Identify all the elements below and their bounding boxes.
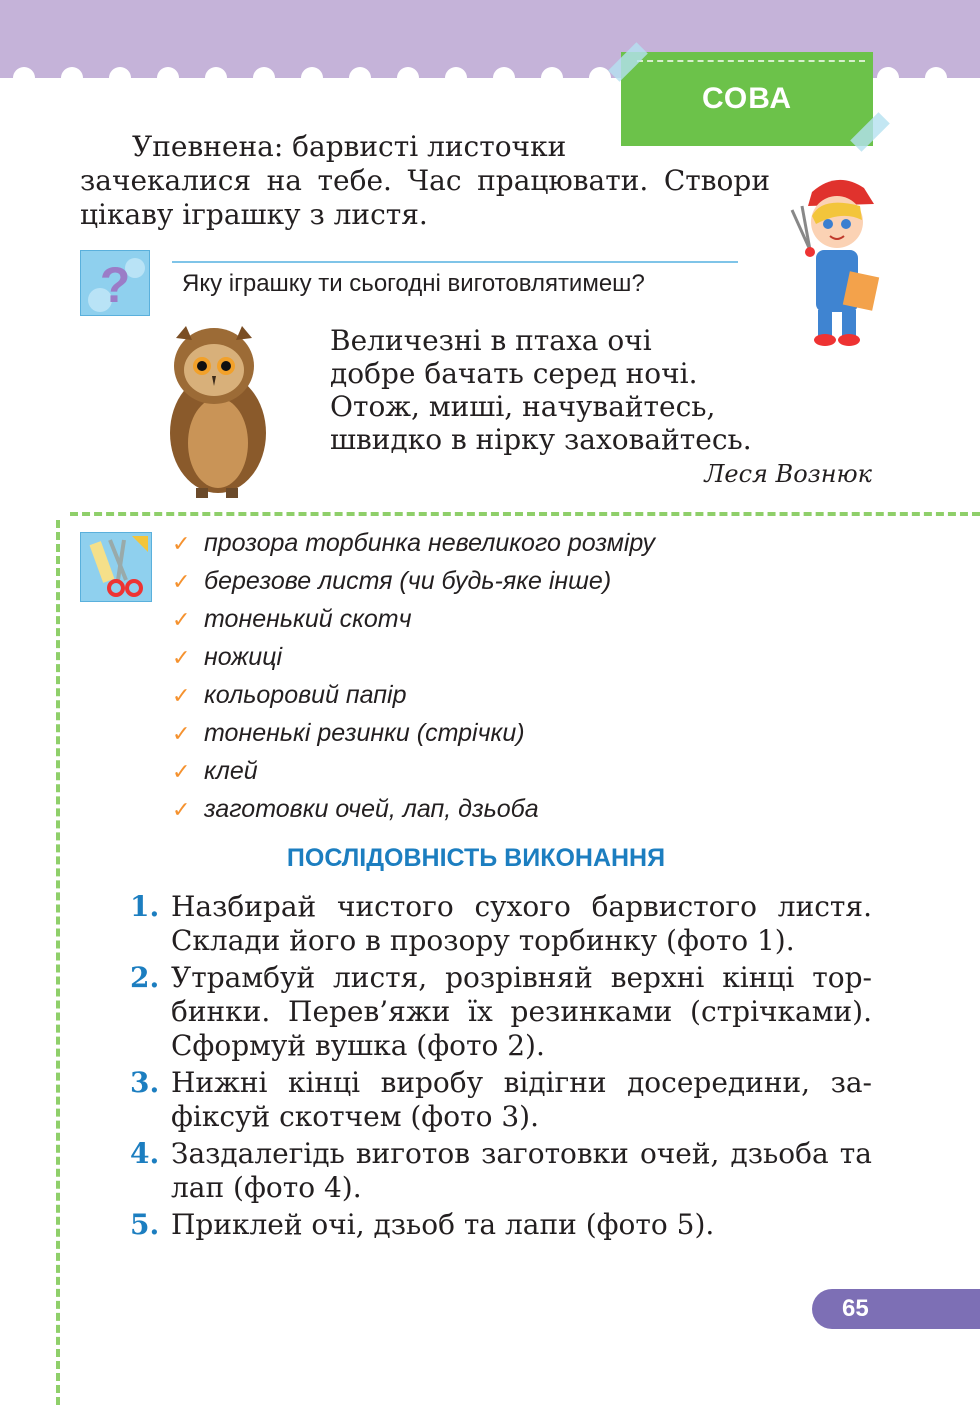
step-text: Приклей очі, дзьоб та лапи (фото 5). [171, 1208, 715, 1241]
material-label: тоненькі резинки (стрічки) [204, 719, 525, 747]
question-text: Яку іграшку ти сьогодні виготовлятимеш? [182, 270, 645, 297]
step-item [130, 1208, 872, 1242]
poem-line: швидко в нірку заховайтесь. [330, 423, 752, 456]
material-label: кольоровий папір [204, 681, 407, 709]
steps-list [130, 890, 872, 1245]
step-number: 5. [130, 1208, 160, 1241]
question-mark-icon [80, 250, 150, 316]
step-number: 4. [130, 1137, 160, 1170]
list-item [172, 714, 655, 752]
poem [330, 324, 752, 456]
step-text: Заздалегідь виготов заготовки очей, дзьоба та лап (фото 4). [171, 1137, 872, 1204]
check-icon: ✓ [172, 683, 191, 708]
material-label: ножиці [204, 643, 283, 671]
material-label: березове листя (чи будь-яке інше) [204, 567, 612, 595]
poem-line: Отож, миші, начувайтесь, [330, 390, 716, 423]
poem-line: добре бачать серед ночі. [330, 357, 698, 390]
intro-rest: зачекалися на тебе. Час працювати. Створи цікаву іграшку з листя. [80, 164, 770, 231]
step-item [130, 1137, 872, 1205]
step-number: 1. [130, 890, 160, 923]
intro-first-line: Упевнена: барвисті листочки [132, 130, 567, 163]
check-icon: ✓ [172, 531, 191, 556]
material-label: тоненький скотч [204, 605, 412, 633]
list-item [172, 600, 655, 638]
check-icon: ✓ [172, 569, 191, 594]
poem-author: Леся Вознюк [704, 460, 872, 488]
page-title: СОВА [701, 82, 793, 115]
step-text: Назбирай чистого сухого барвистого листя. Склади його в прозору торбинку (фото 1). [171, 890, 872, 957]
girl-illustration [782, 170, 892, 350]
step-text: Утрамбуй листя, розрівняй верхні кінці торбинки. Перев’яжи їх резинками (стрічками). Сформуй вушка (фото 2). [171, 961, 872, 1062]
list-item [172, 676, 655, 714]
list-item [172, 790, 655, 828]
owl-photo [156, 318, 276, 500]
page-number: 65 [842, 1295, 869, 1322]
step-item [130, 890, 872, 958]
check-icon: ✓ [172, 759, 191, 784]
step-text: Нижні кінці виробу відігни досередини, зафіксуй скотчем (фото 3). [171, 1066, 872, 1133]
list-item [172, 638, 655, 676]
page-number-tab [812, 1289, 980, 1329]
material-label: заготовки очей, лап, дзьоба [204, 795, 539, 823]
step-number: 2. [130, 961, 160, 994]
material-label: прозора торбинка невеликого розміру [204, 529, 655, 557]
list-item [172, 524, 655, 562]
step-item [130, 1066, 872, 1134]
section-border-top [70, 512, 980, 516]
sequence-title: ПОСЛІДОВНІСТЬ ВИКОНАННЯ [286, 844, 666, 872]
intro-paragraph [80, 130, 770, 232]
check-icon: ✓ [172, 797, 191, 822]
section-border-left [56, 520, 60, 1405]
materials-list [172, 524, 655, 828]
svg-text:?: ? [99, 257, 131, 313]
step-item [130, 961, 872, 1063]
poem-line: Величезні в птаха очі [330, 324, 652, 357]
tools-scissors-icon [80, 532, 152, 602]
check-icon: ✓ [172, 607, 191, 632]
check-icon: ✓ [172, 721, 191, 746]
list-item [172, 752, 655, 790]
list-item [172, 562, 655, 600]
check-icon: ✓ [172, 645, 191, 670]
question-divider [172, 261, 738, 263]
step-number: 3. [130, 1066, 160, 1099]
material-label: клей [204, 757, 258, 785]
